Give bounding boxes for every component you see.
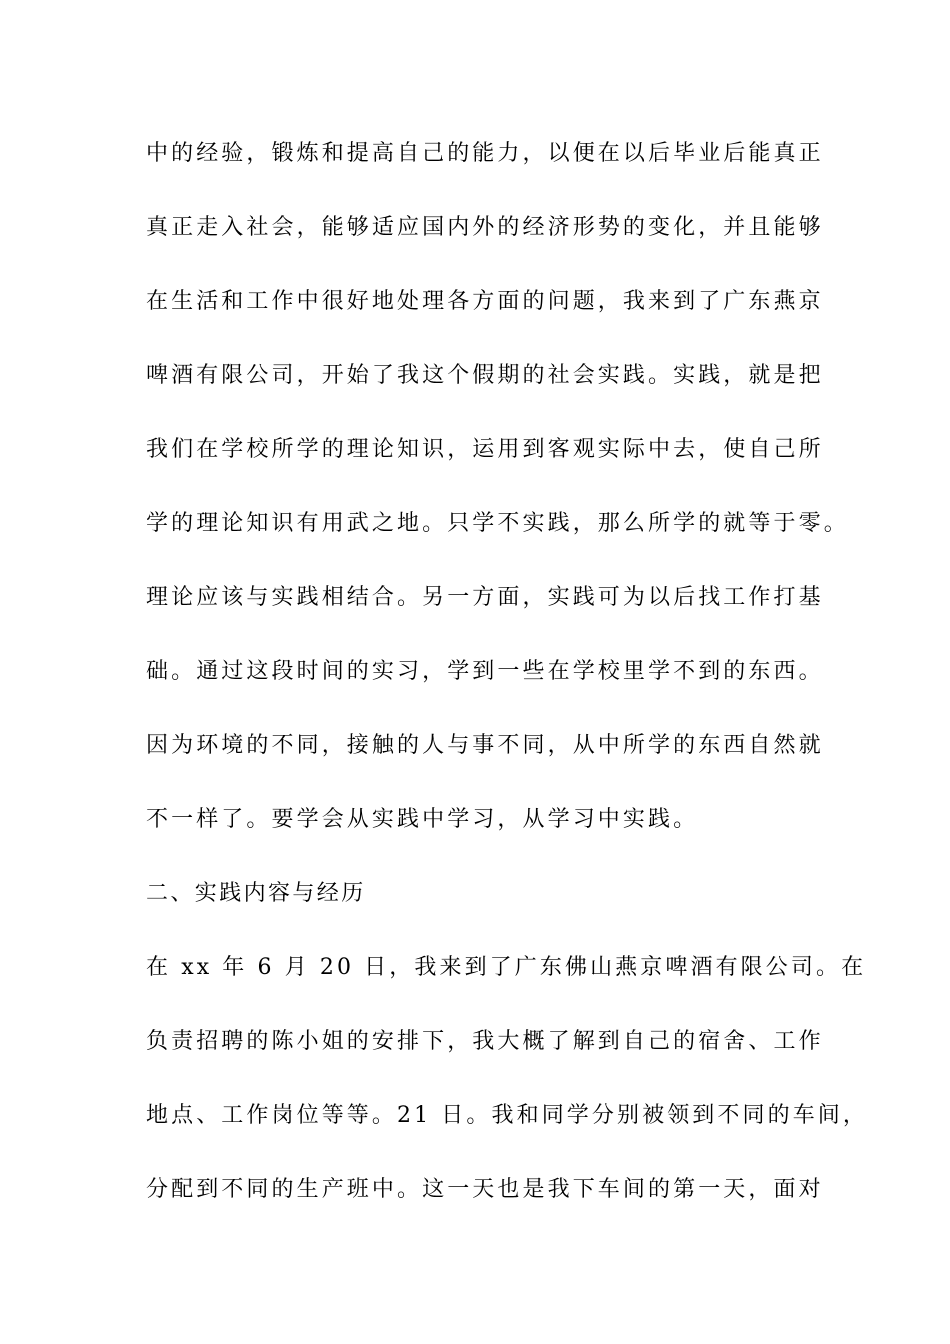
paragraph-line: 因为环境的不同，接触的人与事不同，从中所学的东西自然就 (146, 733, 824, 758)
paragraph-line: 我们在学校所学的理论知识，运用到客观实际中去，使自己所 (146, 437, 824, 462)
paragraph-line: 在 xx 年 6 月 20 日，我来到了广东佛山燕京啤酒有限公司。在 (146, 955, 867, 980)
paragraph-line: 负责招聘的陈小姐的安排下，我大概了解到自己的宿舍、工作 (146, 1029, 824, 1054)
section-heading: 二、实践内容与经历 (146, 881, 366, 906)
paragraph-line: 真正走入社会，能够适应国内外的经济形势的变化，并且能够 (146, 215, 824, 240)
paragraph-line: 中的经验，锻炼和提高自己的能力，以便在以后毕业后能真正 (146, 141, 824, 166)
paragraph-line: 理论应该与实践相结合。另一方面，实践可为以后找工作打基 (146, 585, 824, 610)
paragraph-line: 不一样了。要学会从实践中学习，从学习中实践。 (146, 807, 699, 832)
paragraph-line: 分配到不同的生产班中。这一天也是我下车间的第一天，面对 (146, 1177, 824, 1202)
document-body (146, 132, 868, 1242)
paragraph-line: 学的理论知识有用武之地。只学不实践，那么所学的就等于零。 (146, 511, 849, 536)
paragraph-line: 啤酒有限公司，开始了我这个假期的社会实践。实践，就是把 (146, 363, 824, 388)
paragraph-line: 础。通过这段时间的实习，学到一些在学校里学不到的东西。 (146, 659, 824, 684)
paragraph-line: 地点、工作岗位等等。21 日。我和同学分别被领到不同的车间， (146, 1103, 868, 1128)
paragraph-line: 在生活和工作中很好地处理各方面的问题，我来到了广东燕京 (146, 289, 824, 314)
